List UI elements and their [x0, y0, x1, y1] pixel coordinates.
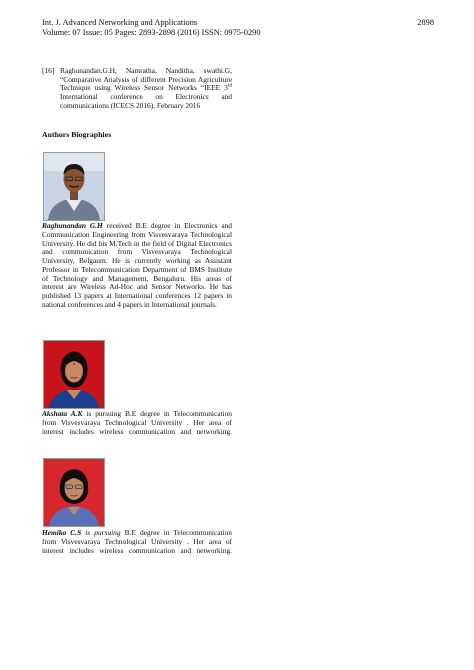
author-bio-text: B.E degree in Telecommunication from Visvesvaraya Technological University . Her area of interest includes wireless communication and networking. — [42, 528, 232, 555]
author-bio-akshata — [42, 410, 232, 436]
reference-text — [60, 67, 232, 111]
author-verb: is pursuing — [82, 409, 122, 418]
author-name: Hemika C.S — [42, 528, 82, 537]
reference-superscript: rd — [227, 83, 232, 89]
page-number: 2898 — [417, 18, 434, 27]
author-name: Akshata A.K — [42, 409, 83, 418]
author-photo-raghunandan — [43, 152, 105, 221]
reference-entry — [42, 67, 232, 111]
author-bio-hemika — [42, 529, 232, 555]
author-bio-text: B.E degree in Telecommunication from Visvesvaraya Technological University . Her area of interest includes wireless communication and networking. — [42, 409, 233, 436]
author-photo-akshata — [43, 340, 105, 409]
author-bio-raghunandan — [42, 222, 232, 310]
reference-text-part1: Raghunandan.G.H, Namratha, Nanditha, swathi.G, “Comparative Analysis of different Precision Agriculture Technique using Wireless Sensor Networks “IEEE 3 — [60, 66, 232, 93]
author-bio-text: B.E degree in Electronics and Communication Engineering from Visvesvaraya Technological University. He did his M.Tech in the field of Digital Electronics and communication from Visvesvaraya Technological University, Belgaum. He is currently working as Assistant Professor in Telecommunication Department of BMS Institute of Technology and Management, Bengaluru. His areas of interest are Wireless Ad-Hoc and Sensor Networks. He has published 13 papers at International conferences 12 papers in national conferences and 4 papers in International journals. — [42, 221, 232, 309]
reference-text-part2: International conference on Electronics and communications (ICECS 2016), February 2016 — [60, 92, 232, 110]
running-header — [42, 18, 434, 38]
author-photo-hemika — [43, 458, 105, 527]
author-verb: is pursuing — [81, 528, 121, 537]
author-name: Raghunandan G.H — [42, 221, 103, 230]
author-verb: received — [102, 221, 132, 230]
volume-info: Volume: 07 Issue: 05 Pages: 2893-2898 (2016) ISSN: 0975-0290 — [42, 28, 261, 38]
reference-number: [16] — [42, 66, 55, 75]
section-heading: Authors Biographies — [42, 130, 112, 139]
journal-title: Int. J. Advanced Networking and Applications — [42, 18, 198, 27]
